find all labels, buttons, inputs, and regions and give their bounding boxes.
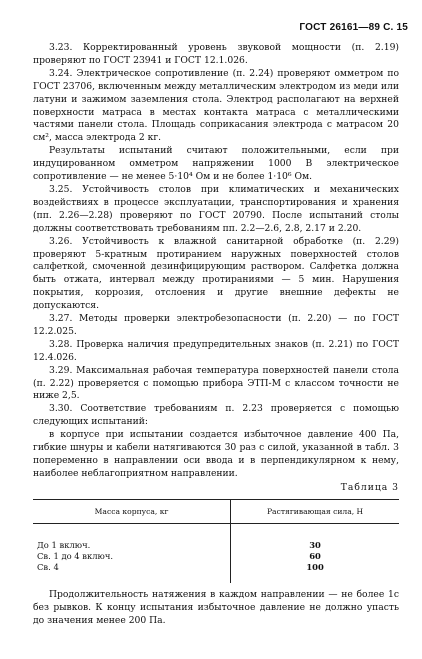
paragraph-test-conditions: в корпусе при испытании создается избыточное давление 400 Па, гибкие шнуры и кабели натягиваются 30 раз с силой, указанной в табл. 3 попеременно в направлении оси ввода и в перпендикулярном к нему, наиболее неблагоприятном направлении. bbox=[33, 429, 399, 479]
table-cell-force: 100 bbox=[306, 561, 324, 572]
table-row bbox=[33, 523, 399, 551]
paragraph-final: Продолжительность натяжения в каждом направлении — не более 1с без рывков. К концу испытания избыточное давление не должно упасть до значения менее 200 Па. bbox=[33, 588, 399, 626]
document-body bbox=[33, 42, 399, 627]
paragraph-3-30: 3.30. Соответствие требованиям п. 2.23 проверяется с помощью следующих испытаний: bbox=[33, 403, 399, 428]
table-cell-mass: До 1 включ. bbox=[33, 523, 231, 551]
paragraph-3-24-results: Результаты испытаний считают положительными, если при индуцированном омметром напряжении 1000 В электрическое сопротивление — не менее 5·10⁴ Ом и не более 1·10⁶ Ом. bbox=[33, 145, 399, 183]
paragraph-3-27: 3.27. Методы проверки электробезопасности (п. 2.20) — по ГОСТ 12.2.025. bbox=[33, 313, 399, 337]
table-cell-force: 60 bbox=[309, 550, 321, 561]
table-cell-mass: Св. 1 до 4 включ. bbox=[33, 551, 231, 562]
paragraph-3-28: 3.28. Проверка наличия предупредительных знаков (п. 2.21) по ГОСТ 12.4.026. bbox=[33, 338, 399, 363]
table-3 bbox=[33, 499, 399, 583]
paragraph-3-23: 3.23. Корректированный уровень звуковой мощности (п. 2.19) проверяют по ГОСТ 23941 и ГОСТ 12.1.026. bbox=[33, 42, 399, 66]
table-cell-mass: Св. 4 bbox=[33, 562, 231, 583]
table-header-mass: Масса корпуса, кг bbox=[33, 499, 231, 523]
table-row bbox=[33, 562, 399, 583]
page-header: ГОСТ 26161—89 С. 15 bbox=[299, 22, 408, 33]
table-caption: Таблица 3 bbox=[340, 481, 399, 493]
table-header-force: Растягивающая сила, Н bbox=[231, 499, 399, 523]
paragraph-3-25: 3.25. Устойчивость столов при климатических и механических воздействиях в процессе эксплуатации, транспортирования и хранения (пп. 2.26—2.28) проверяют по ГОСТ 20790. После испытаний столы должны соответствовать требованиям пп. 2.2—2.6, 2.8, 2.17 и 2.20. bbox=[33, 183, 399, 234]
paragraph-3-24: 3.24. Электрическое сопротивление (п. 2.24) проверяют омметром по ГОСТ 23706, включенным между металлическим электродом из меди или латуни и зажимом заземления стола. Электрод располагают на верхней поверхности матраса в местах контакта матраса с металлическими частями панели стола. Площадь соприкасания электрода с матрасом 20 см², масса электрода 2 кг. bbox=[33, 67, 399, 144]
paragraph-3-29: 3.29. Максимальная рабочая температура поверхностей панели стола (п. 2.22) проверяется с помощью прибора ЭТП-М с классом точности не ниже 2,5. bbox=[33, 364, 399, 402]
table-cell-force: 30 bbox=[309, 539, 321, 550]
table-row bbox=[33, 551, 399, 562]
paragraph-3-26: 3.26. Устойчивость к влажной санитарной обработке (п. 2.29) проверяют 5-кратным протиранием наружных поверхностей столов салфеткой, смоченной дезинфицирующим раствором. Салфетка должна быть отжата, интервал между протираниями — 5 мин. Нарушения покрытия, коррозия, отслоения и другие внешние дефекты не допускаются. bbox=[33, 235, 399, 312]
